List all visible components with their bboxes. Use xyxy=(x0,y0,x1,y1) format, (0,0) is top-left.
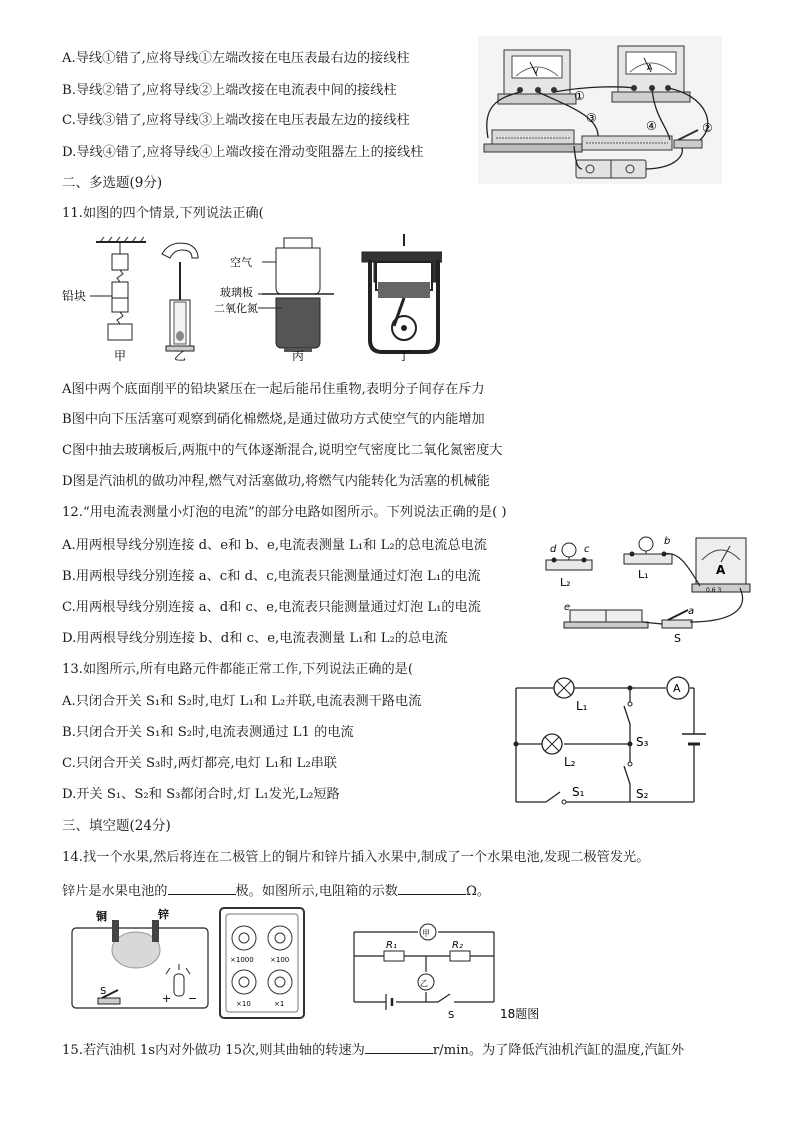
engine-cylinder-icon xyxy=(362,234,442,352)
q14-blank-pole[interactable] xyxy=(168,880,236,895)
l1-label: L₁ xyxy=(638,568,649,581)
q14-text-c: Ω。 xyxy=(465,884,491,899)
switch-s-label: S xyxy=(100,986,107,997)
wire-mark-1: ① xyxy=(574,89,585,103)
battery-icon xyxy=(576,160,646,178)
diode-plus-label: + xyxy=(162,992,172,1005)
battery-icon xyxy=(564,610,648,628)
q11-stem: 11.如图的四个情景,下列说法正确( xyxy=(62,206,264,221)
q15-text-a: 15.若汽油机 1s内对外做功 15次,则其曲轴的转速为 xyxy=(62,1043,365,1058)
q10-option-b: B.导线②错了,应将导线②上端改接在电流表中间的接线柱 xyxy=(62,83,397,98)
q10-circuit-figure xyxy=(478,36,722,184)
dial-x100-label: ×100 xyxy=(270,956,290,964)
q15-text-b: r/min。为了降低汽油机汽缸的温度,汽缸外 xyxy=(432,1043,685,1058)
q13-option-c: C.只闭合开关 S₃时,两灯都亮,电灯 L₁和 L₂串联 xyxy=(62,756,337,771)
lamp-l2-icon xyxy=(542,734,562,754)
resistor-coil-icon xyxy=(582,136,672,150)
section-fill-blank-title: 三、填空题(24分) xyxy=(62,818,171,834)
switch-s2-label: S xyxy=(448,1010,455,1021)
zinc-label: 锌 xyxy=(158,908,169,921)
switch-s-label: S xyxy=(674,632,681,645)
r1-label: R₁ xyxy=(386,940,397,951)
rheostat-icon xyxy=(484,130,582,152)
q13-option-b: B.只闭合开关 S₁和 S₂时,电流表测通过 L1 的电流 xyxy=(62,725,354,740)
terminal-e-label: e xyxy=(564,602,571,613)
wire-mark-3: ③ xyxy=(586,111,597,125)
q12-option-a: A.用两根导线分别连接 d、e和 b、e,电流表测量 L₁和 L₂的总电流总电流 xyxy=(62,538,487,553)
q11-option-a: A图中两个底面削平的铅块紧压在一起后能吊住重物,表明分子间存在斥力 xyxy=(62,382,485,397)
meter-yi-label: 乙 xyxy=(420,979,428,988)
q10-option-a: A.导线①错了,应将导线①左端改接在电压表最右边的接线柱 xyxy=(62,51,410,66)
ammeter-icon xyxy=(612,46,690,102)
air-label: 空气 xyxy=(230,256,252,269)
scene-jia-label: 甲 xyxy=(114,349,127,363)
q13-circuit-figure xyxy=(506,676,712,810)
scene-bing-label: 丙 xyxy=(292,349,305,363)
q12-option-d: D.用两根导线分别连接 b、d和 c、e,电流表测量 L₁和 L₂的总电流 xyxy=(62,631,448,646)
l2-label: L₂ xyxy=(564,755,576,769)
q14-blank-resistance[interactable] xyxy=(398,880,466,895)
q11-option-d: D图是汽油机的做功冲程,燃气对活塞做功,将燃气内能转化为活塞的机械能 xyxy=(62,474,490,489)
ammeter-a-label: A xyxy=(716,563,726,577)
q10-option-d: D.导线④错了,应将导线④上端改接在滑动变阻器左上的接线柱 xyxy=(62,145,424,160)
q12-circuit-figure xyxy=(540,530,752,648)
r1-icon xyxy=(384,951,404,961)
meter-jia-label: 甲 xyxy=(422,929,430,938)
no2-label: 二氧化氮 xyxy=(214,302,258,315)
q12-stem: 12.“用电流表测量小灯泡的电流”的部分电路如图所示。下列说法正确的是( ) xyxy=(62,505,507,520)
figure-18-caption: 18题图 xyxy=(500,1007,540,1021)
gas-bottles-icon xyxy=(258,238,334,352)
s1-label: S₁ xyxy=(572,785,585,799)
lead-label: 铅块 xyxy=(62,289,87,303)
q13-option-d: D.开关 S₁、S₂和 S₃都闭合时,灯 L₁发光,L₂短路 xyxy=(62,787,340,802)
wire-mark-2: ② xyxy=(702,121,713,135)
q13-stem: 13.如图所示,所有电路元件都能正常工作,下列说法正确的是( xyxy=(62,662,413,677)
diode-minus-label: − xyxy=(188,992,198,1005)
terminal-d-label: d xyxy=(550,544,557,555)
section-multiple-choice-title: 二、多选题(9分) xyxy=(62,175,163,191)
ammeter-a-label: A xyxy=(673,682,681,695)
q14-line-2 xyxy=(62,880,490,901)
r2-label: R₂ xyxy=(452,940,463,951)
q11-option-b: B图中向下压活塞可观察到硝化棉燃烧,是通过做功方式使空气的内能增加 xyxy=(62,412,485,427)
q12-option-b: B.用两根导线分别连接 a、c和 d、c,电流表只能测量通过灯泡 L₁的电流 xyxy=(62,569,481,584)
copper-label: 铜 xyxy=(96,910,107,923)
q12-option-c: C.用两根导线分别连接 a、d和 c、e,电流表只能测量通过灯泡 L₁的电流 xyxy=(62,600,481,615)
q15-blank-rpm[interactable] xyxy=(365,1039,433,1054)
dial-x10-label: ×10 xyxy=(236,1000,251,1008)
dial-x1-label: ×1 xyxy=(274,1000,285,1008)
scene-yi-label: 乙 xyxy=(174,349,187,363)
q18-circuit-icon xyxy=(354,932,494,1010)
q10-option-c: C.导线③错了,应将导线③上端改接在电压表最左边的接线柱 xyxy=(62,113,410,128)
lamp-l1-icon xyxy=(554,678,574,698)
terminal-c-label: c xyxy=(584,544,590,555)
scene-ding-label: 丁 xyxy=(398,349,411,363)
wire-mark-4: ④ xyxy=(646,119,657,133)
ammeter-terminals-label: 0.6 3 xyxy=(706,587,722,594)
q13-option-a: A.只闭合开关 S₁和 S₂时,电灯 L₁和 L₂并联,电流表测干路电流 xyxy=(62,694,422,709)
q11-option-c: C图中抽去玻璃板后,两瓶中的气体逐渐混合,说明空气密度比二氧化氮密度大 xyxy=(62,443,503,458)
q14-text-b: 极。如图所示,电阻箱的示数 xyxy=(235,884,398,899)
l2-label: L₂ xyxy=(560,576,571,589)
q11-four-scenes-figure xyxy=(62,232,442,368)
q14-text-a: 锌片是水果电池的 xyxy=(62,884,168,899)
q15-line xyxy=(62,1039,684,1060)
s3-label: S₃ xyxy=(636,735,649,749)
dial-x1000-label: ×1000 xyxy=(230,956,254,964)
lead-blocks-icon xyxy=(90,237,146,340)
r2-icon xyxy=(450,951,470,961)
battery-icon xyxy=(682,734,706,758)
terminal-a-label: a xyxy=(688,606,695,617)
l1-label: L₁ xyxy=(576,699,588,713)
voltmeter-label: V xyxy=(533,67,539,76)
ammeter-label: A xyxy=(647,63,653,72)
q14-figures xyxy=(66,906,556,1022)
piston-cylinder-icon xyxy=(162,243,198,351)
s2-label: S₂ xyxy=(636,787,649,801)
glass-plate-label: 玻璃板 xyxy=(220,286,253,299)
terminal-b-label: b xyxy=(664,536,671,547)
q14-line-1: 14.找一个水果,然后将连在二极管上的铜片和锌片插入水果中,制成了一个水果电池,发现二极管发光。 xyxy=(62,850,650,865)
